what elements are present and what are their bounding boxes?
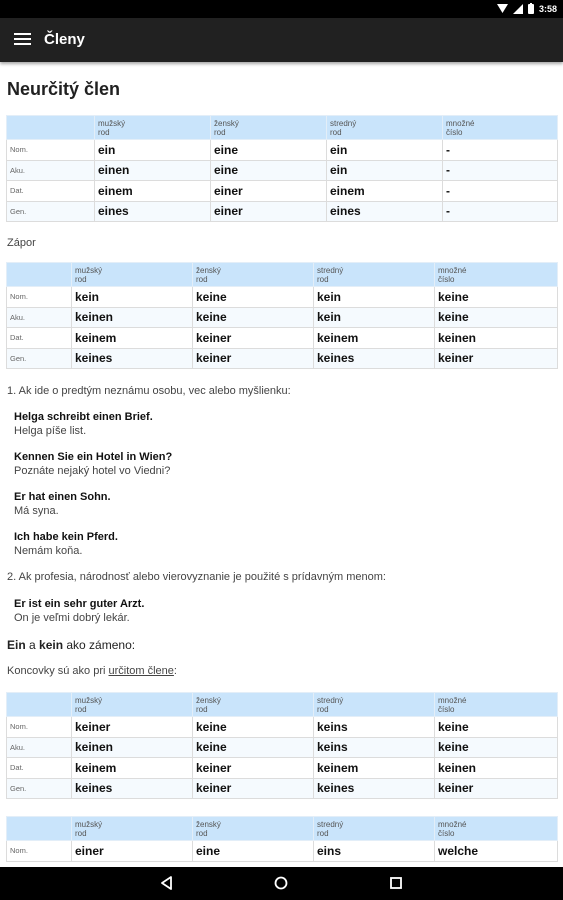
case-label: Nom. (7, 841, 72, 862)
table-cell: keiner (193, 758, 314, 779)
table-header-row (7, 116, 558, 140)
case-label: Dat. (7, 328, 72, 349)
table-cell: welche (435, 841, 558, 862)
table-cell: - (443, 160, 558, 181)
column-header-line: ženský (196, 696, 221, 705)
table-cell: keins (314, 717, 435, 738)
column-header-line: množné (438, 820, 467, 829)
table-cell: eine (211, 140, 327, 161)
table-cell: keines (72, 348, 193, 369)
column-header-line: stredný (317, 266, 344, 275)
pronoun-rest: ako zámeno: (63, 638, 136, 652)
example-slovak: Helga píše list. (14, 425, 87, 437)
column-header (327, 116, 443, 140)
column-header-line: číslo (446, 128, 463, 137)
column-header-line: rod (214, 128, 226, 137)
example-slovak: Má syna. (14, 505, 59, 517)
pronoun-table (6, 692, 558, 799)
table-cell: - (443, 201, 558, 222)
table-header-row (7, 693, 558, 717)
pronoun-table-2 (6, 816, 558, 862)
table-row (7, 328, 558, 349)
column-header (72, 263, 193, 287)
column-header-line: mužský (75, 696, 103, 705)
pronoun-word: Ein (7, 638, 26, 652)
table-cell: keinen (435, 328, 558, 349)
table-cell: einem (327, 181, 443, 202)
column-header (314, 263, 435, 287)
table-row (7, 778, 558, 799)
column-header (435, 693, 558, 717)
column-header (95, 116, 211, 140)
recents-icon[interactable] (389, 876, 403, 890)
table-cell: keines (72, 778, 193, 799)
column-header (314, 817, 435, 841)
table-cell: eins (314, 841, 435, 862)
home-icon[interactable] (274, 876, 288, 890)
table-cell: keinem (72, 758, 193, 779)
table-cell: ein (95, 140, 211, 161)
case-label: Aku. (7, 307, 72, 328)
header-blank (7, 116, 95, 140)
column-header-line: číslo (438, 829, 455, 838)
column-header (193, 693, 314, 717)
column-header-line: rod (98, 128, 110, 137)
column-header (72, 693, 193, 717)
column-header-line: rod (196, 829, 208, 838)
table-row (7, 307, 558, 328)
table-cell: einen (95, 160, 211, 181)
table-cell: - (443, 140, 558, 161)
column-header-line: ženský (214, 119, 239, 128)
pronoun-word: kein (39, 638, 64, 652)
status-time: 3:58 (538, 3, 557, 14)
table-cell: keiner (193, 328, 314, 349)
column-header-line: množné (446, 119, 475, 128)
case-label: Nom. (7, 717, 72, 738)
column-header-line: číslo (438, 275, 455, 284)
column-header-line: mužský (98, 119, 126, 128)
example (14, 450, 172, 478)
example (14, 530, 118, 558)
table-cell: keiner (435, 348, 558, 369)
case-label: Aku. (7, 160, 95, 181)
case-label: Nom. (7, 287, 72, 308)
example-german: Er hat einen Sohn. (14, 491, 111, 503)
header-blank (7, 263, 72, 287)
column-header (193, 263, 314, 287)
column-header-line: ženský (196, 820, 221, 829)
column-header-line: množné (438, 266, 467, 275)
table-cell: keine (193, 307, 314, 328)
navigation-bar (0, 867, 563, 900)
table-row (7, 201, 558, 222)
column-header-line: rod (317, 275, 329, 284)
endings-note (7, 665, 177, 677)
case-label: Dat. (7, 758, 72, 779)
column-header-line: rod (75, 275, 87, 284)
table-row (7, 737, 558, 758)
status-icons (497, 3, 557, 14)
table-cell: eines (95, 201, 211, 222)
table-cell: keinen (72, 737, 193, 758)
table-cell: keinem (72, 328, 193, 349)
table-cell: eine (211, 160, 327, 181)
table-cell: keiner (435, 778, 558, 799)
table-cell: keine (193, 737, 314, 758)
table-cell: kein (314, 307, 435, 328)
example-german: Er ist ein sehr guter Arzt. (14, 598, 145, 610)
column-header-line: stredný (317, 820, 344, 829)
endings-suffix: : (173, 665, 177, 677)
table-cell: keinem (314, 758, 435, 779)
table-cell: keinen (435, 758, 558, 779)
table-cell: keiner (193, 348, 314, 369)
table-cell: keine (435, 287, 558, 308)
table-cell: keine (435, 717, 558, 738)
case-label: Dat. (7, 181, 95, 202)
table-cell: keines (314, 348, 435, 369)
table-cell: einem (95, 181, 211, 202)
column-header-line: ženský (196, 266, 221, 275)
column-header (435, 817, 558, 841)
column-header (314, 693, 435, 717)
header-blank (7, 693, 72, 717)
column-header-line: množné (438, 696, 467, 705)
example-german: Helga schreibt einen Brief. (14, 411, 153, 423)
back-icon[interactable] (160, 876, 174, 890)
table-row (7, 140, 558, 161)
table-cell: keines (314, 778, 435, 799)
table-cell: eines (327, 201, 443, 222)
column-header-line: rod (317, 705, 329, 714)
column-header-line: mužský (75, 266, 103, 275)
column-header-line: rod (75, 705, 87, 714)
column-header-line: číslo (438, 705, 455, 714)
table-cell: keins (314, 737, 435, 758)
column-header-line: rod (330, 128, 342, 137)
table-row (7, 181, 558, 202)
example-slovak: Poznáte nejaký hotel vo Viedni? (14, 465, 171, 477)
table-row (7, 758, 558, 779)
table-row (7, 287, 558, 308)
table-cell: keine (193, 287, 314, 308)
example-slovak: On je veľmi dobrý lekár. (14, 612, 130, 624)
negation-label: Zápor (7, 237, 36, 249)
example (14, 490, 111, 518)
endings-prefix: Koncovky sú ako pri (7, 665, 109, 677)
table-row (7, 841, 558, 862)
column-header-line: rod (75, 829, 87, 838)
menu-icon[interactable] (14, 33, 31, 47)
table-cell: keine (193, 717, 314, 738)
column-header-line: rod (196, 275, 208, 284)
app-title: Členy (44, 31, 85, 48)
column-header (443, 116, 558, 140)
table-header-row (7, 817, 558, 841)
table-cell: keiner (193, 778, 314, 799)
column-header (72, 817, 193, 841)
article-content (0, 62, 563, 867)
example-german: Ich habe kein Pferd. (14, 531, 118, 543)
battery-icon (528, 3, 534, 14)
table-cell: keine (435, 307, 558, 328)
signal-icon (513, 4, 523, 14)
column-header (435, 263, 558, 287)
case-label: Gen. (7, 201, 95, 222)
example-german: Kennen Sie ein Hotel in Wien? (14, 451, 173, 463)
column-header (193, 817, 314, 841)
table-cell: ein (327, 160, 443, 181)
page-title: Neurčitý člen (7, 79, 121, 99)
table-cell: einer (72, 841, 193, 862)
table-cell: keinen (72, 307, 193, 328)
column-header-line: stredný (317, 696, 344, 705)
column-header-line: rod (317, 829, 329, 838)
status-bar (0, 0, 563, 18)
column-header-line: stredný (330, 119, 357, 128)
definite-article-link[interactable]: určitom člene (108, 665, 174, 677)
column-header-line: mužský (75, 820, 103, 829)
table-cell: einer (211, 201, 327, 222)
column-header-line: rod (196, 705, 208, 714)
table-cell: kein (314, 287, 435, 308)
table-cell: eine (193, 841, 314, 862)
app-bar (0, 18, 563, 62)
case-label: Aku. (7, 737, 72, 758)
table-row (7, 717, 558, 738)
table-cell: - (443, 181, 558, 202)
example (14, 597, 144, 625)
pronoun-conj: a (25, 638, 40, 652)
example-slovak: Nemám koňa. (14, 545, 83, 557)
example (14, 410, 153, 438)
wifi-icon (497, 4, 508, 13)
table-cell: keiner (72, 717, 193, 738)
table-cell: einer (211, 181, 327, 202)
case-label: Nom. (7, 140, 95, 161)
negation-table (6, 262, 558, 369)
indefinite-article-table (6, 115, 558, 222)
table-cell: ein (327, 140, 443, 161)
column-header (211, 116, 327, 140)
header-blank (7, 817, 72, 841)
rule-2: 2. Ak profesia, národnosť alebo vierovyznanie je použité s prídavným menom: (7, 571, 386, 583)
table-cell: keinem (314, 328, 435, 349)
case-label: Gen. (7, 348, 72, 369)
table-cell: keine (435, 737, 558, 758)
rule-1: 1. Ak ide o predtým neznámu osobu, vec alebo myšlienku: (7, 385, 291, 397)
pronoun-heading (7, 638, 135, 652)
case-label: Gen. (7, 778, 72, 799)
table-cell: kein (72, 287, 193, 308)
table-row (7, 160, 558, 181)
table-row (7, 348, 558, 369)
table-header-row (7, 263, 558, 287)
